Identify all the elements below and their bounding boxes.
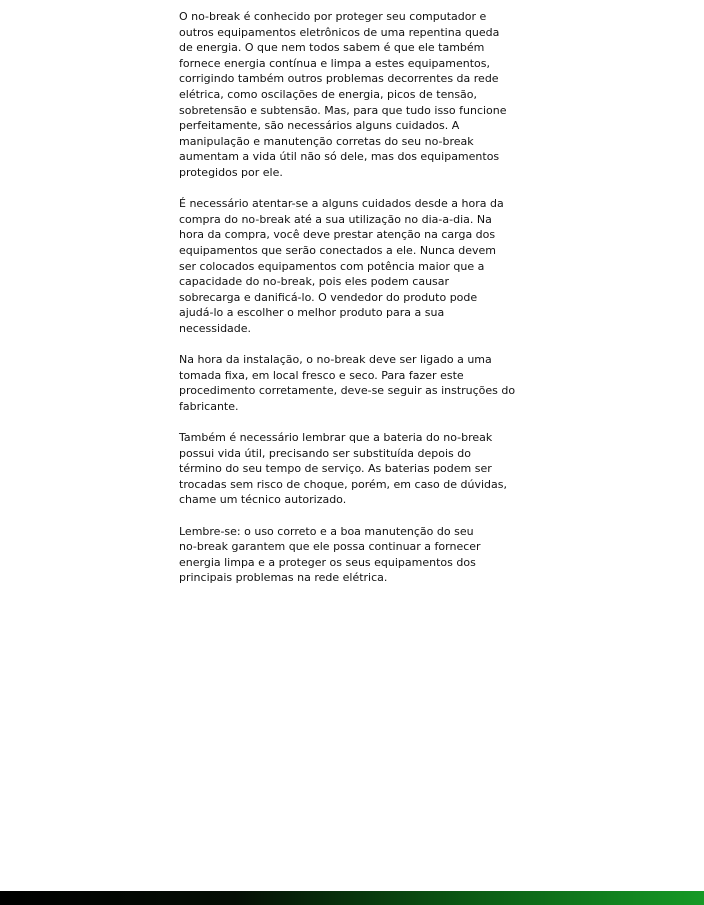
text-line: perfeitamente, são necessários alguns cuidados. A xyxy=(179,119,460,133)
text-line: sobrecarga e danificá-lo. O vendedor do produto pode xyxy=(179,290,478,304)
text-line: elétrica, como oscilações de energia, picos de tensão, xyxy=(179,87,478,101)
text-line: O no-break é conhecido por proteger seu computador e xyxy=(179,10,487,23)
text-line: sobretensão e subtensão. Mas, para que tudo isso funcione xyxy=(179,103,507,117)
paragraph-gap xyxy=(179,181,519,197)
paragraph-1 xyxy=(179,9,519,181)
text-line: possui vida útil, precisando ser substituída depois do xyxy=(179,446,471,460)
text-line: chame um técnico autorizado. xyxy=(179,493,347,507)
text-line: É necessário atentar-se a alguns cuidados desde a hora da xyxy=(179,197,504,211)
text-line: no-break garantem que ele possa continuar a fornecer xyxy=(179,540,481,554)
text-line: aumentam a vida útil não só dele, mas dos equipamentos xyxy=(179,150,500,164)
text-line: ajudá-lo a escolher o melhor produto para a sua xyxy=(179,306,445,320)
text-line: outros equipamentos eletrônicos de uma repentina queda xyxy=(179,25,500,39)
text-line: protegidos por ele. xyxy=(179,165,283,179)
paragraph-gap xyxy=(179,508,519,524)
text-line: tomada fixa, em local fresco e seco. Para fazer este xyxy=(179,368,464,382)
text-line: hora da compra, você deve prestar atenção na carga dos xyxy=(179,228,496,242)
text-line: de energia. O que nem todos sabem é que ele também xyxy=(179,41,485,55)
text-line: Lembre-se: o uso correto e a boa manutenção do seu xyxy=(179,524,474,538)
text-line: energia limpa e a proteger os seus equipamentos dos xyxy=(179,555,476,569)
paragraph-gap xyxy=(179,414,519,430)
text-line: Também é necessário lembrar que a bateria do no-break xyxy=(179,431,493,445)
text-line: Na hora da instalação, o no-break deve ser ligado a uma xyxy=(179,353,492,367)
text-line: trocadas sem risco de choque, porém, em caso de dúvidas, xyxy=(179,477,507,491)
text-line: fornece energia contínua e limpa a estes equipamentos, xyxy=(179,56,490,70)
paragraph-4 xyxy=(179,430,519,508)
text-line: procedimento corretamente, deve-se seguir as instruções do xyxy=(179,384,516,398)
paragraph-gap xyxy=(179,336,519,352)
text-line: equipamentos que serão conectados a ele. Nunca devem xyxy=(179,243,497,257)
footer-gradient-bar xyxy=(0,891,704,905)
article-body xyxy=(179,9,519,586)
text-line: capacidade do no-break, pois eles podem causar xyxy=(179,275,450,289)
text-line: ser colocados equipamentos com potência maior que a xyxy=(179,259,485,273)
paragraph-3 xyxy=(179,352,519,414)
paragraph-2 xyxy=(179,196,519,336)
text-line: manipulação e manutenção corretas do seu no-break xyxy=(179,134,474,148)
paragraph-5 xyxy=(179,524,519,586)
text-line: principais problemas na rede elétrica. xyxy=(179,571,388,585)
text-line: corrigindo também outros problemas decorrentes da rede xyxy=(179,72,499,86)
text-line: fabricante. xyxy=(179,399,239,413)
text-line: compra do no-break até a sua utilização no dia-a-dia. Na xyxy=(179,212,492,226)
text-line: término do seu tempo de serviço. As baterias podem ser xyxy=(179,462,492,476)
text-line: necessidade. xyxy=(179,321,252,335)
